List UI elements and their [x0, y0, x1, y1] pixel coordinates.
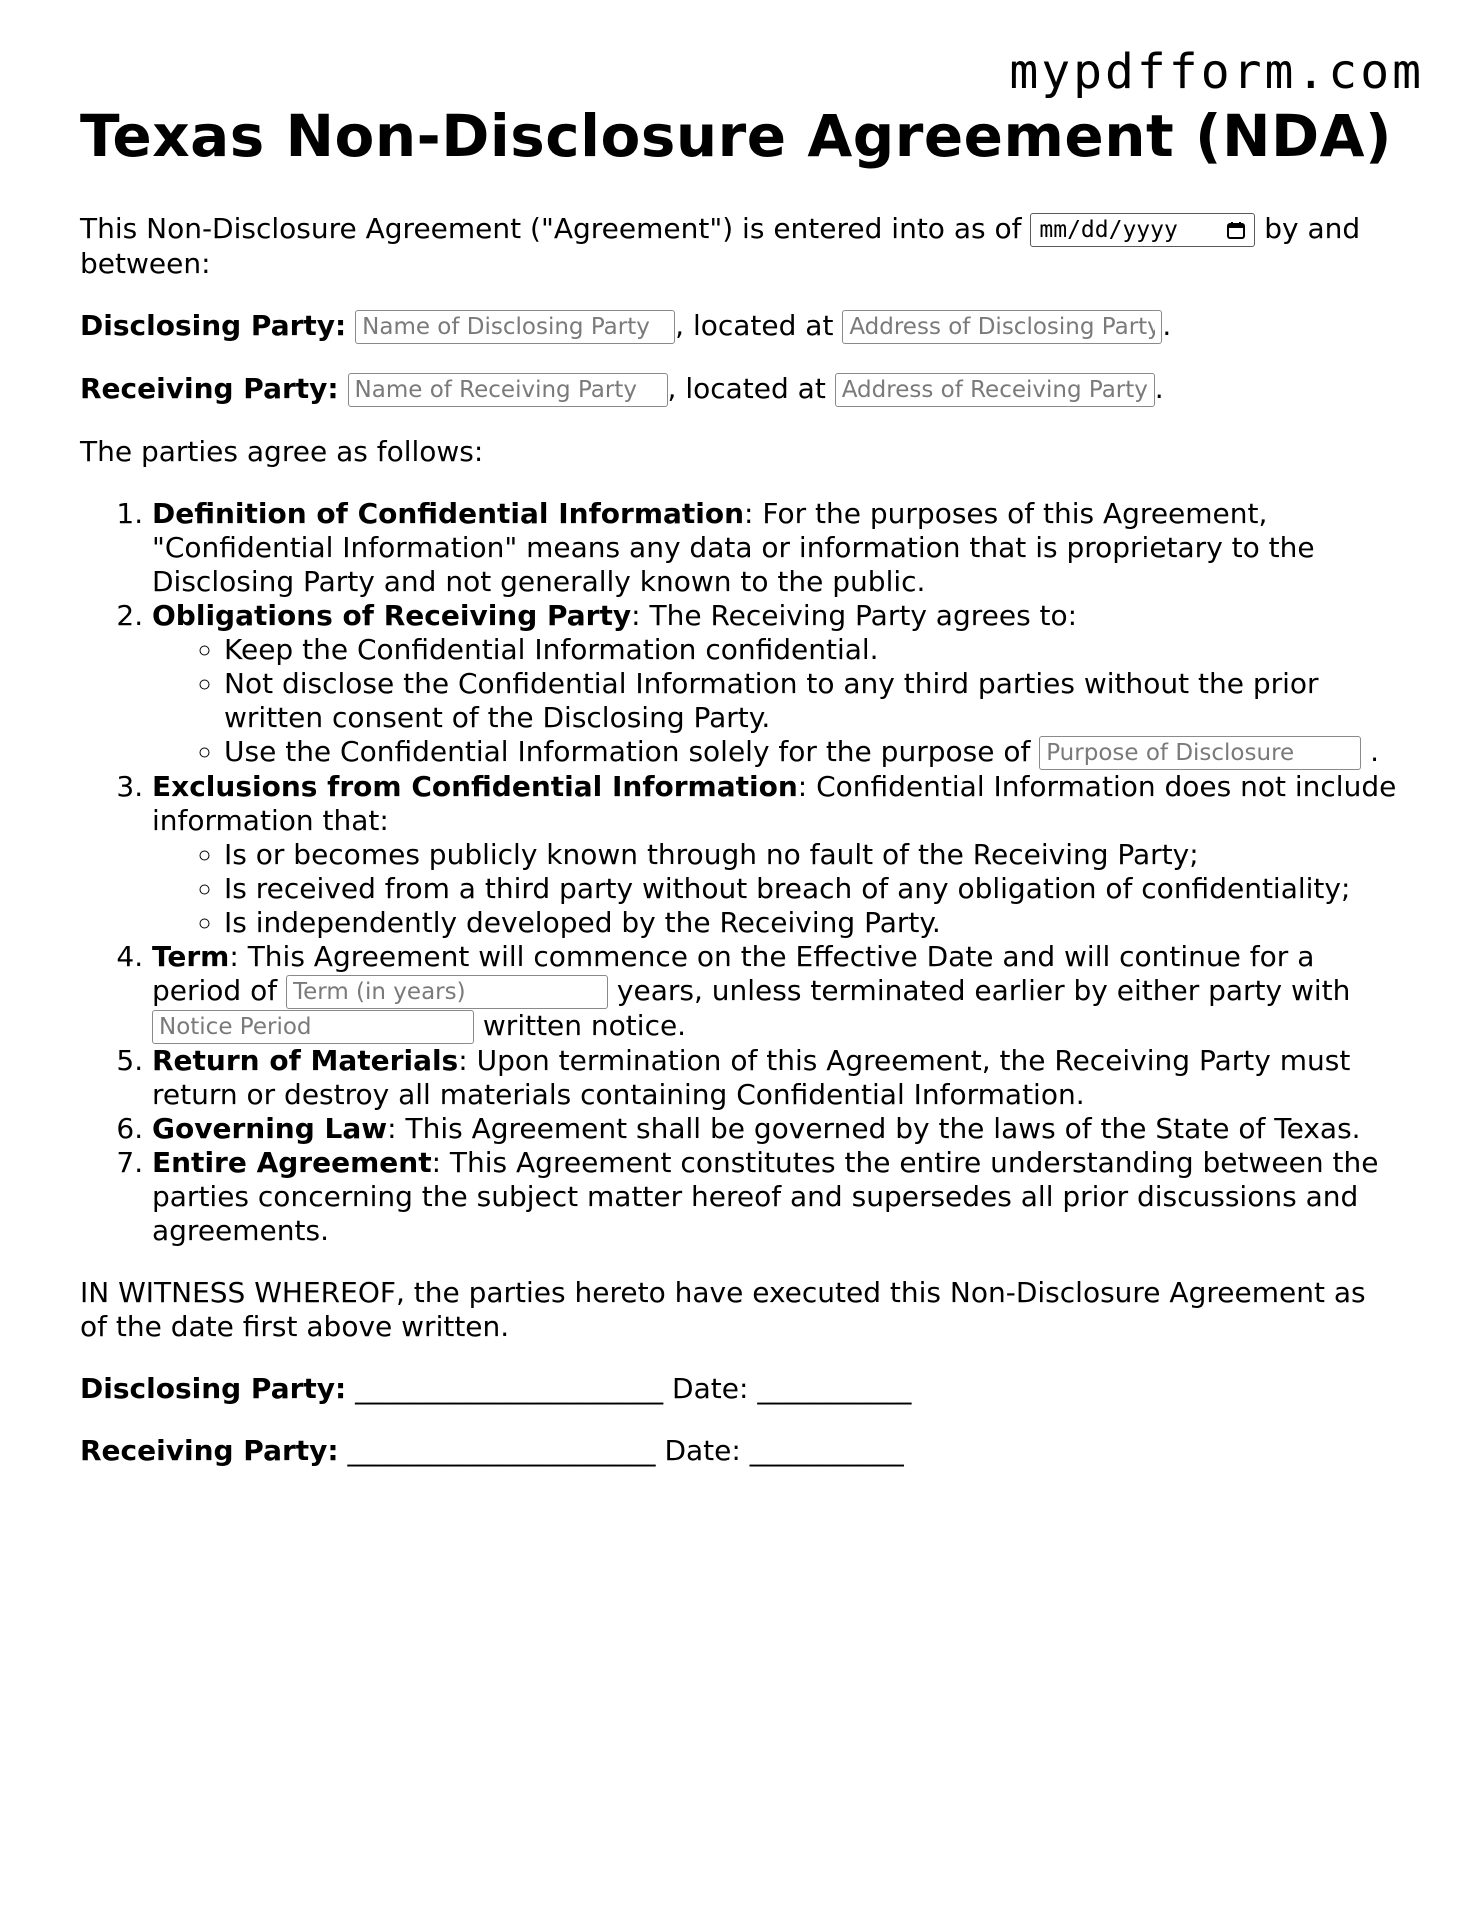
effective-date-input[interactable] — [1030, 213, 1255, 247]
date-label: Date: — [664, 1433, 741, 1467]
located-at-text: , located at — [667, 371, 826, 405]
disclosing-party-label: Disclosing Party: — [80, 308, 347, 342]
located-at-text: , located at — [675, 308, 834, 342]
clause-title: Entire Agreement — [152, 1145, 432, 1179]
clause-governing-law — [152, 1112, 1400, 1146]
clause-title: Governing Law — [152, 1111, 388, 1145]
list-item-text: Use the Confidential Information solely for the purpose of — [224, 734, 1031, 768]
site-watermark: mypdfform.com — [1009, 44, 1424, 100]
term-years-input[interactable] — [286, 975, 608, 1009]
signature-label: Receiving Party: — [80, 1433, 339, 1467]
date-blank: ___________ — [757, 1371, 912, 1405]
clause-entire-agreement — [152, 1146, 1400, 1248]
clause-text: years, unless terminated earlier by either party with — [616, 973, 1351, 1007]
receiving-party-address-input[interactable] — [835, 373, 1155, 407]
clause-text: : For the purposes of this Agreement, "Confidential Information" means any data or information that is proprietary to the Disclosing Party and not generally known to the public. — [152, 496, 1315, 598]
disclosing-party-name-input[interactable] — [355, 310, 675, 344]
intro-paragraph — [80, 212, 1400, 281]
list-item: ◦ Is received from a third party without breach of any obligation of confidentiality; — [224, 872, 1400, 906]
line-end: . — [1370, 734, 1380, 768]
clause-definition — [152, 497, 1400, 599]
line-end: . — [1154, 371, 1164, 405]
disclosing-signature-line — [80, 1372, 1400, 1406]
signature-blank: ______________________ — [347, 1433, 656, 1467]
clauses-list — [80, 497, 1400, 1248]
line-end: . — [1162, 308, 1172, 342]
disclosing-party-line — [80, 309, 1400, 344]
witness-paragraph: IN WITNESS WHEREOF, the parties hereto have executed this Non-Disclosure Agreement as of the date first above written. — [80, 1275, 1366, 1343]
intro-text-end: by and between: — [80, 211, 1361, 280]
obligations-list — [152, 633, 1400, 770]
calendar-icon[interactable] — [1226, 220, 1246, 240]
signature-blank: ______________________ — [355, 1371, 664, 1405]
date-blank: ___________ — [749, 1433, 904, 1467]
list-item: ◦ Keep the Confidential Information confidential. — [224, 633, 1400, 667]
clause-exclusions — [152, 770, 1400, 940]
clause-title: Exclusions from Confidential Information — [152, 769, 798, 803]
clause-text: : The Receiving Party agrees to: — [631, 598, 1078, 632]
receiving-party-name-input[interactable] — [348, 373, 668, 407]
clause-text: : This Agreement will commence on the Effective Date and will continue for a period of — [152, 939, 1315, 1007]
notice-period-input[interactable] — [152, 1010, 474, 1044]
purpose-of-disclosure-input[interactable] — [1039, 736, 1361, 770]
clause-term — [152, 940, 1400, 1044]
document-body — [80, 103, 1400, 1496]
clause-text: : Upon termination of this Agreement, the Receiving Party must return or destroy all materials containing Confidential Information. — [152, 1043, 1351, 1111]
clause-text: : Confidential Information does not include information that: — [152, 769, 1397, 837]
clause-title: Return of Materials — [152, 1043, 459, 1077]
receiving-party-line — [80, 372, 1400, 407]
receiving-signature-line — [80, 1434, 1400, 1468]
list-item-purpose — [224, 735, 1400, 770]
date-label: Date: — [672, 1371, 749, 1405]
list-item: ◦ Is or becomes publicly known through no fault of the Receiving Party; — [224, 838, 1400, 872]
disclosing-party-address-input[interactable] — [842, 310, 1162, 344]
signature-label: Disclosing Party: — [80, 1371, 347, 1405]
clause-return-materials — [152, 1044, 1400, 1112]
clause-title: Obligations of Receiving Party — [152, 598, 632, 632]
receiving-party-label: Receiving Party: — [80, 371, 339, 405]
list-item: ◦ Not disclose the Confidential Information to any third parties without the prior written consent of the Disclosing Party. — [224, 667, 1400, 735]
date-placeholder: mm/dd/yyyy — [1039, 216, 1178, 243]
clause-title: Term — [152, 939, 230, 973]
agree-intro: The parties agree as follows: — [80, 434, 484, 468]
clause-text: written notice. — [482, 1008, 687, 1042]
clause-text: : This Agreement constitutes the entire understanding between the parties concerning the subject matter hereof and supersedes all prior discussions and agreements. — [152, 1145, 1379, 1247]
clause-title: Definition of Confidential Information — [152, 496, 745, 530]
intro-text: This Non-Disclosure Agreement ("Agreement") is entered into as of — [80, 211, 1022, 245]
list-item: ◦ Is independently developed by the Receiving Party. — [224, 906, 1400, 940]
page-title: Texas Non-Disclosure Agreement (NDA) — [80, 102, 1393, 170]
clause-text: : This Agreement shall be governed by the laws of the State of Texas. — [387, 1111, 1361, 1145]
clause-obligations — [152, 599, 1400, 770]
exclusions-list — [152, 838, 1400, 940]
